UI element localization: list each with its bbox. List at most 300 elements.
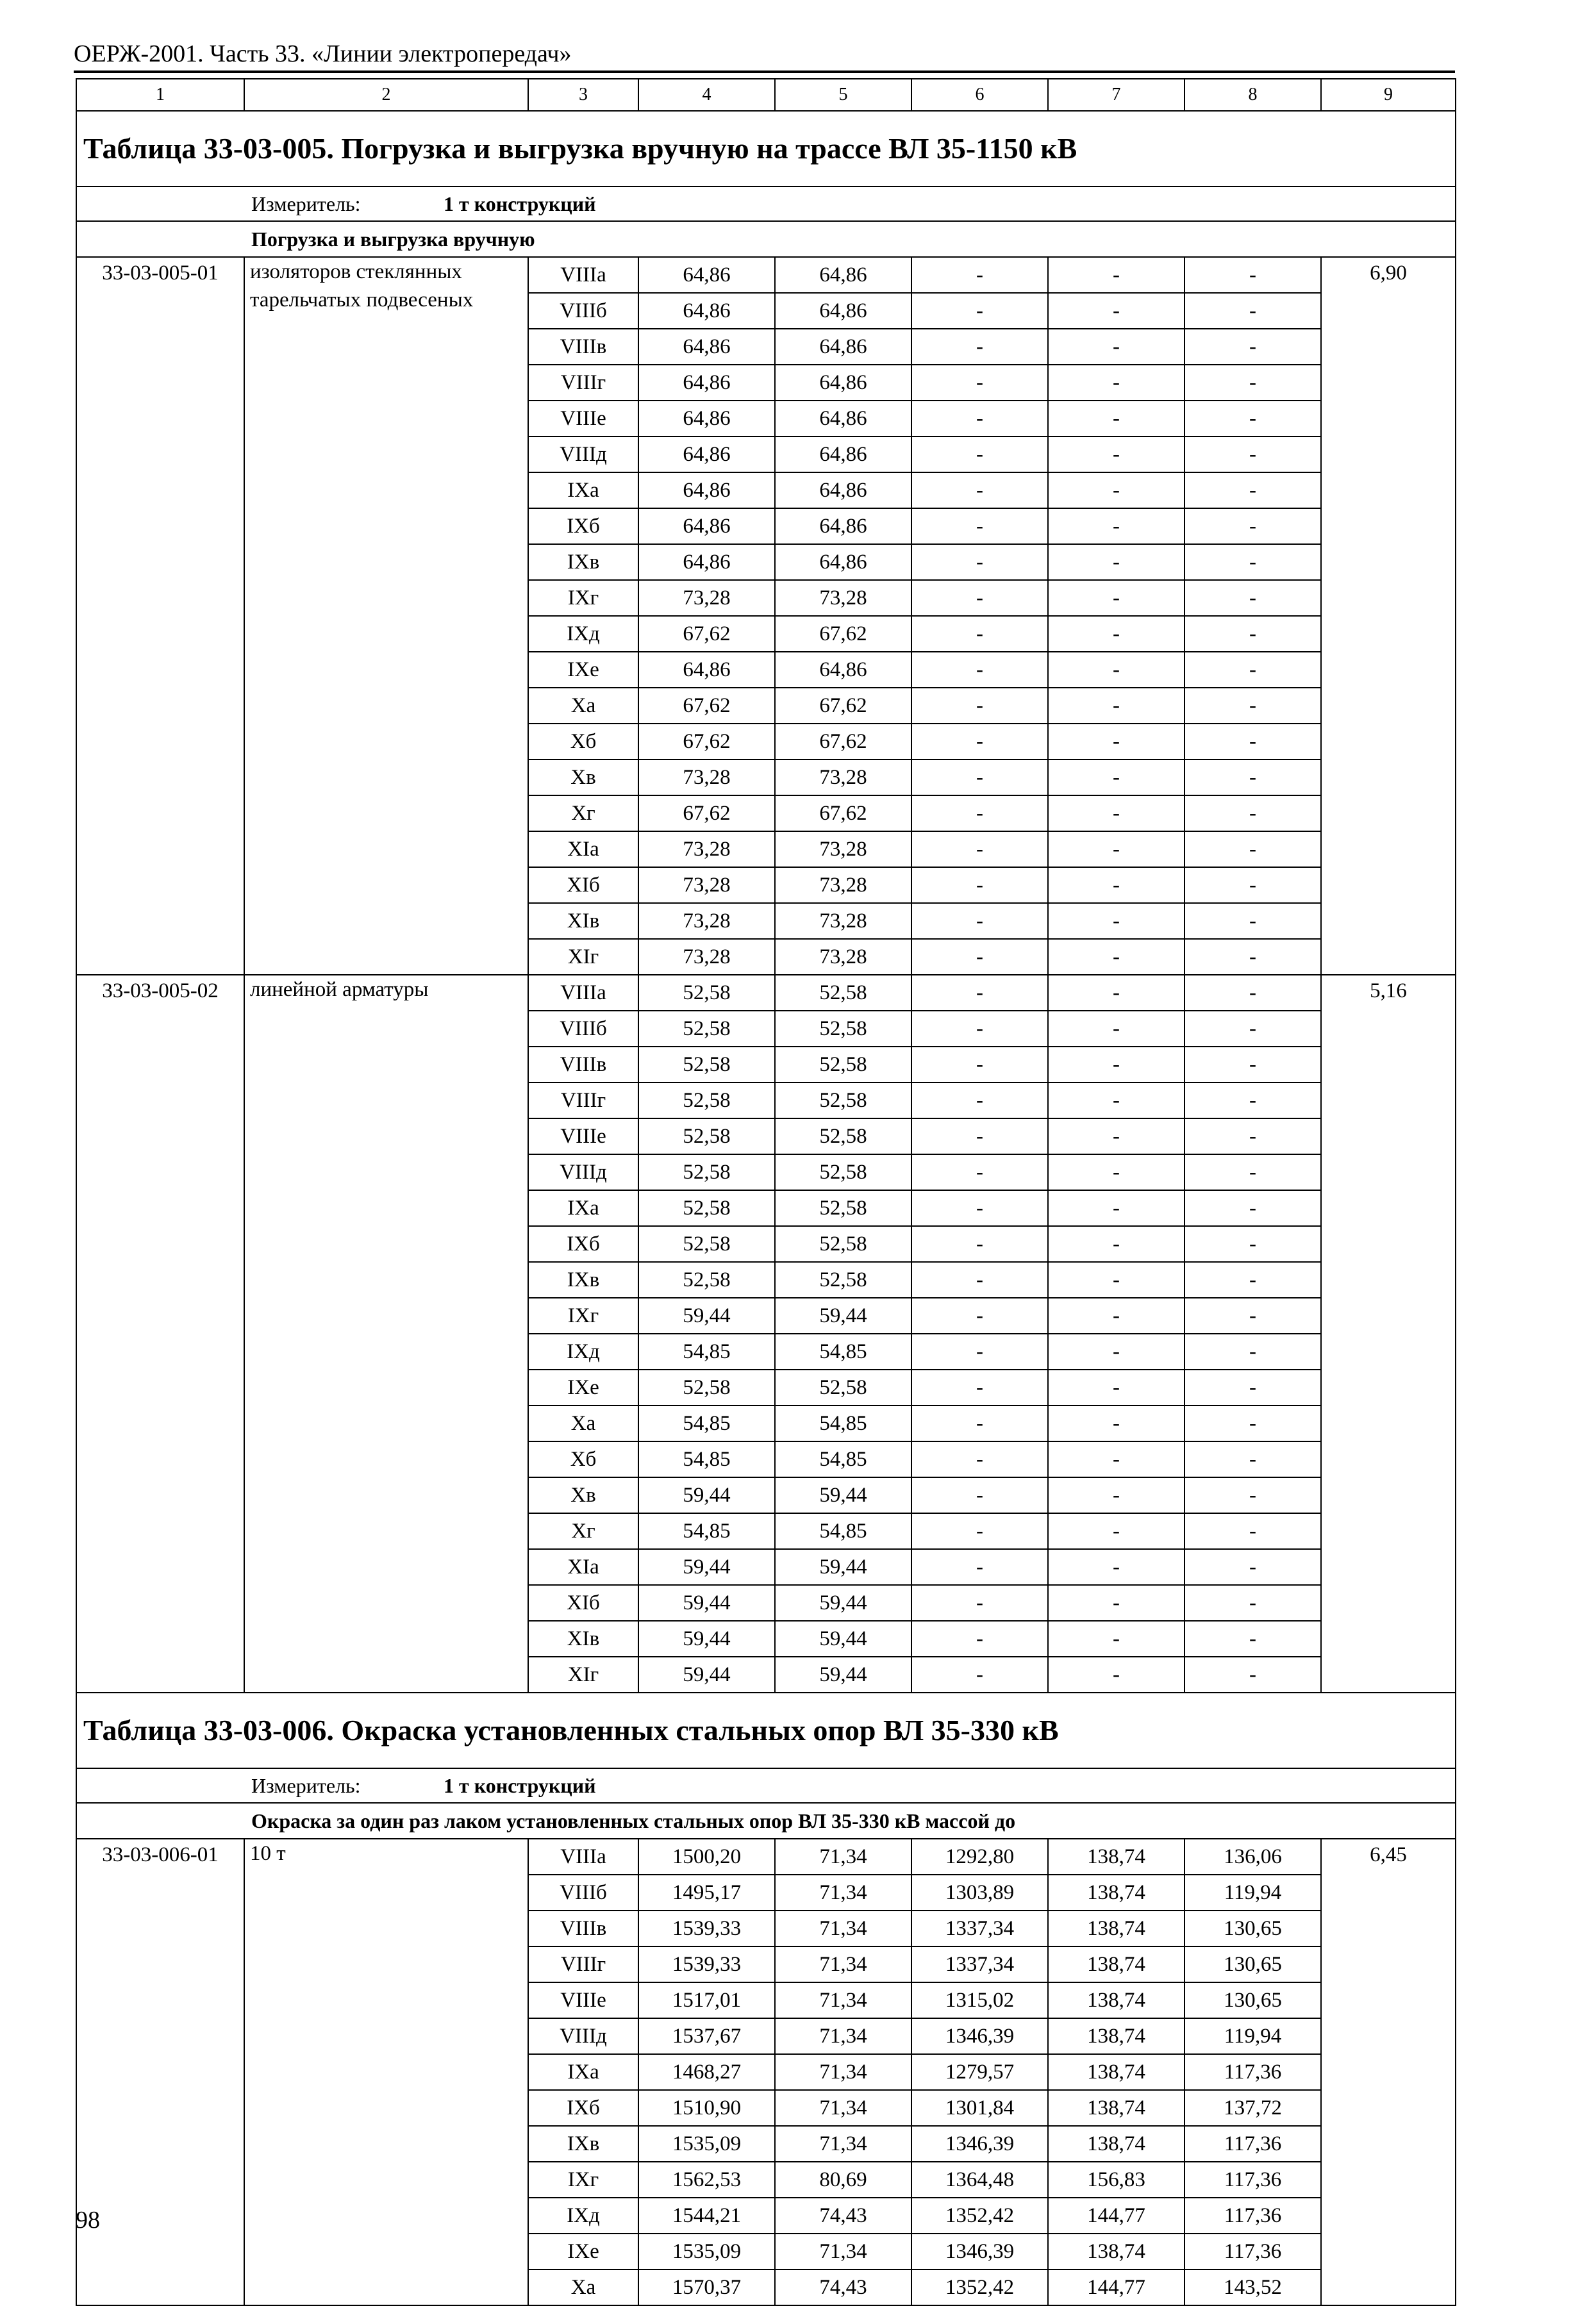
table-cell: - bbox=[1048, 1226, 1185, 1262]
table-cell: - bbox=[1185, 293, 1321, 329]
table-cell: - bbox=[1185, 1154, 1321, 1190]
table-cell: - bbox=[1185, 580, 1321, 616]
table-cell: 71,34 bbox=[775, 1911, 911, 1946]
table-cell: IXе bbox=[528, 2234, 638, 2269]
table-cell: 52,58 bbox=[638, 1370, 775, 1406]
table-row bbox=[76, 1839, 1456, 1875]
table-cell: 67,62 bbox=[638, 724, 775, 759]
table-cell: IXд bbox=[528, 1334, 638, 1370]
meter-value: 1 т конструкций bbox=[444, 192, 596, 215]
table-cell: 52,58 bbox=[638, 1082, 775, 1118]
table-cell: - bbox=[911, 1621, 1048, 1657]
table-cell: 64,86 bbox=[638, 365, 775, 401]
table-cell: 1346,39 bbox=[911, 2126, 1048, 2162]
table-cell: 138,74 bbox=[1048, 1946, 1185, 1982]
table-cell: 59,44 bbox=[775, 1657, 911, 1693]
table-cell: - bbox=[911, 724, 1048, 759]
table-cell: 1570,37 bbox=[638, 2269, 775, 2305]
table-cell: 1292,80 bbox=[911, 1839, 1048, 1875]
table-cell: - bbox=[1048, 939, 1185, 975]
table-cell: - bbox=[1048, 831, 1185, 867]
table-cell: - bbox=[911, 1154, 1048, 1190]
table-cell: 74,43 bbox=[775, 2198, 911, 2234]
table-cell: IXг bbox=[528, 2162, 638, 2198]
table-cell: 1301,84 bbox=[911, 2090, 1048, 2126]
table-cell: - bbox=[911, 795, 1048, 831]
table-title-row bbox=[76, 111, 1456, 187]
table-cell: - bbox=[1048, 1154, 1185, 1190]
table-cell: 1517,01 bbox=[638, 1982, 775, 2018]
table-cell: - bbox=[1048, 1118, 1185, 1154]
table-cell: - bbox=[911, 903, 1048, 939]
table-cell: - bbox=[1048, 975, 1185, 1011]
table-cell: 59,44 bbox=[638, 1298, 775, 1334]
table-cell: - bbox=[1185, 831, 1321, 867]
table-cell: 1352,42 bbox=[911, 2198, 1048, 2234]
subsection-cell bbox=[76, 221, 1456, 257]
table-cell: - bbox=[911, 329, 1048, 365]
table-cell: 1500,20 bbox=[638, 1839, 775, 1875]
table-cell: VIIIа bbox=[528, 975, 638, 1011]
table-cell: - bbox=[1048, 688, 1185, 724]
table-cell: 64,86 bbox=[638, 257, 775, 293]
table-cell: 67,62 bbox=[638, 688, 775, 724]
table-cell: 138,74 bbox=[1048, 1982, 1185, 2018]
table-cell: 1468,27 bbox=[638, 2054, 775, 2090]
table-cell: 64,86 bbox=[775, 544, 911, 580]
table-cell: 64,86 bbox=[775, 652, 911, 688]
table-cell: - bbox=[1048, 1262, 1185, 1298]
table-cell: - bbox=[1185, 1334, 1321, 1370]
table-row bbox=[76, 975, 1456, 1011]
column-number: 9 bbox=[1321, 79, 1456, 111]
table-cell: 71,34 bbox=[775, 2234, 911, 2269]
table-cell: - bbox=[1048, 1621, 1185, 1657]
column-number: 7 bbox=[1048, 79, 1185, 111]
table-cell: 59,44 bbox=[638, 1585, 775, 1621]
table-cell: 64,86 bbox=[775, 401, 911, 436]
table-cell: 1337,34 bbox=[911, 1946, 1048, 1982]
table-cell: 73,28 bbox=[775, 903, 911, 939]
header-rule bbox=[74, 71, 1455, 73]
table-cell: - bbox=[1185, 759, 1321, 795]
table-cell: 73,28 bbox=[638, 580, 775, 616]
meter-label: Измеритель: bbox=[251, 1774, 361, 1797]
table-cell: - bbox=[1048, 544, 1185, 580]
table-cell: 64,86 bbox=[638, 652, 775, 688]
table-cell: - bbox=[911, 1549, 1048, 1585]
table-cell: - bbox=[911, 401, 1048, 436]
table-cell: VIIIб bbox=[528, 1875, 638, 1911]
table-cell: 54,85 bbox=[638, 1406, 775, 1441]
table-cell: - bbox=[1048, 867, 1185, 903]
table-cell: - bbox=[1048, 365, 1185, 401]
table-cell: 71,34 bbox=[775, 1982, 911, 2018]
table-cell: IXв bbox=[528, 1262, 638, 1298]
table-cell: 59,44 bbox=[638, 1477, 775, 1513]
table-cell: - bbox=[1048, 1406, 1185, 1441]
table-cell: 52,58 bbox=[638, 1118, 775, 1154]
table-cell: 1364,48 bbox=[911, 2162, 1048, 2198]
table-cell: - bbox=[1048, 472, 1185, 508]
table-cell: VIIIе bbox=[528, 401, 638, 436]
table-cell: - bbox=[1185, 1513, 1321, 1549]
table-cell: 117,36 bbox=[1185, 2234, 1321, 2269]
table-cell: Xа bbox=[528, 688, 638, 724]
table-cell: VIIIд bbox=[528, 436, 638, 472]
table-cell: - bbox=[1185, 1621, 1321, 1657]
table-cell: VIIIб bbox=[528, 1011, 638, 1047]
table-cell: 73,28 bbox=[775, 867, 911, 903]
column-number-row bbox=[76, 79, 1456, 111]
table-cell: 64,86 bbox=[638, 329, 775, 365]
table-cell: 64,86 bbox=[775, 257, 911, 293]
table-cell: 52,58 bbox=[638, 1262, 775, 1298]
table-cell: 1535,09 bbox=[638, 2234, 775, 2269]
table-cell: VIIIб bbox=[528, 293, 638, 329]
table-cell: - bbox=[911, 1118, 1048, 1154]
table-cell: - bbox=[911, 1477, 1048, 1513]
table-cell: - bbox=[1048, 1190, 1185, 1226]
table-cell: 73,28 bbox=[638, 831, 775, 867]
table-cell: VIIIа bbox=[528, 1839, 638, 1875]
item-code: 33-03-005-02 bbox=[76, 975, 244, 1693]
table-cell: - bbox=[1185, 401, 1321, 436]
table-cell: - bbox=[911, 1226, 1048, 1262]
table-cell: 1535,09 bbox=[638, 2126, 775, 2162]
table-cell: XIа bbox=[528, 1549, 638, 1585]
table-cell: 54,85 bbox=[775, 1441, 911, 1477]
item-last-value: 6,90 bbox=[1321, 257, 1456, 975]
table-cell: XIв bbox=[528, 903, 638, 939]
item-last-value: 6,45 bbox=[1321, 1839, 1456, 2305]
table-cell: - bbox=[911, 1082, 1048, 1118]
table-cell: XIб bbox=[528, 867, 638, 903]
table-title-row bbox=[76, 1693, 1456, 1768]
table-cell: - bbox=[911, 1406, 1048, 1441]
table-cell: - bbox=[1185, 1298, 1321, 1334]
table-cell: - bbox=[1185, 688, 1321, 724]
table-cell: - bbox=[911, 293, 1048, 329]
table-cell: 71,34 bbox=[775, 1839, 911, 1875]
table-cell: 67,62 bbox=[638, 795, 775, 831]
table-cell: 64,86 bbox=[638, 436, 775, 472]
table-cell: IXе bbox=[528, 652, 638, 688]
item-name: изоляторов стеклянных тарельчатых подвесеных bbox=[244, 257, 528, 975]
table-cell: - bbox=[911, 688, 1048, 724]
table-cell: - bbox=[911, 652, 1048, 688]
table-cell: 1303,89 bbox=[911, 1875, 1048, 1911]
table-cell: - bbox=[911, 1190, 1048, 1226]
table-cell: Xб bbox=[528, 1441, 638, 1477]
table-cell: - bbox=[1185, 1441, 1321, 1477]
table-cell: 52,58 bbox=[775, 1082, 911, 1118]
table-cell: - bbox=[1185, 795, 1321, 831]
column-number: 2 bbox=[244, 79, 528, 111]
table-cell: - bbox=[1185, 1262, 1321, 1298]
table-cell: - bbox=[1048, 1441, 1185, 1477]
meter-row bbox=[76, 187, 1456, 221]
subsection-cell bbox=[76, 1803, 1456, 1839]
table-cell: 73,28 bbox=[638, 939, 775, 975]
table-cell: 71,34 bbox=[775, 1875, 911, 1911]
table-cell: XIг bbox=[528, 1657, 638, 1693]
table-cell: 52,58 bbox=[638, 1011, 775, 1047]
table-cell: 67,62 bbox=[638, 616, 775, 652]
table-cell: XIа bbox=[528, 831, 638, 867]
table-cell: Xб bbox=[528, 724, 638, 759]
table-cell: IXд bbox=[528, 2198, 638, 2234]
table-cell: IXа bbox=[528, 1190, 638, 1226]
table-cell: - bbox=[1185, 544, 1321, 580]
table-cell: - bbox=[1185, 616, 1321, 652]
table-cell: 130,65 bbox=[1185, 1911, 1321, 1946]
table-cell: IXб bbox=[528, 1226, 638, 1262]
meter-cell bbox=[76, 1768, 1456, 1803]
table-cell: 1352,42 bbox=[911, 2269, 1048, 2305]
subsection-title: Окраска за один раз лаком установленных стальных опор ВЛ 35-330 кВ массой до bbox=[251, 1809, 1016, 1832]
subsection-row bbox=[76, 221, 1456, 257]
table-cell: - bbox=[1048, 508, 1185, 544]
table-cell: 73,28 bbox=[638, 759, 775, 795]
table-cell: - bbox=[1048, 759, 1185, 795]
table-cell: 59,44 bbox=[775, 1621, 911, 1657]
table-cell: 117,36 bbox=[1185, 2162, 1321, 2198]
table-cell: 1544,21 bbox=[638, 2198, 775, 2234]
column-number: 4 bbox=[638, 79, 775, 111]
table-cell: 64,86 bbox=[638, 508, 775, 544]
table-cell: - bbox=[1185, 1657, 1321, 1693]
table-cell: 71,34 bbox=[775, 1946, 911, 1982]
table-cell: 52,58 bbox=[638, 1154, 775, 1190]
table-cell: 52,58 bbox=[775, 1370, 911, 1406]
table-cell: VIIIд bbox=[528, 2018, 638, 2054]
table-cell: 119,94 bbox=[1185, 2018, 1321, 2054]
table-cell: 138,74 bbox=[1048, 2234, 1185, 2269]
table-cell: 143,52 bbox=[1185, 2269, 1321, 2305]
meter-row bbox=[76, 1768, 1456, 1803]
table-cell: 67,62 bbox=[775, 688, 911, 724]
table-cell: 73,28 bbox=[775, 580, 911, 616]
table-cell: IXв bbox=[528, 544, 638, 580]
table-cell: - bbox=[1185, 257, 1321, 293]
table-cell: 71,34 bbox=[775, 2126, 911, 2162]
table-cell: 71,34 bbox=[775, 2018, 911, 2054]
table-cell: - bbox=[911, 1011, 1048, 1047]
table-cell: - bbox=[1185, 436, 1321, 472]
table-cell: - bbox=[1048, 1082, 1185, 1118]
table-cell: VIIIг bbox=[528, 1082, 638, 1118]
table-cell: - bbox=[911, 365, 1048, 401]
table-cell: 64,86 bbox=[775, 329, 911, 365]
table-cell: 52,58 bbox=[638, 1190, 775, 1226]
table-cell: 156,83 bbox=[1048, 2162, 1185, 2198]
table-cell: - bbox=[1048, 724, 1185, 759]
table-cell: - bbox=[1048, 1477, 1185, 1513]
table-cell: - bbox=[1185, 1370, 1321, 1406]
table-cell: - bbox=[911, 616, 1048, 652]
table-cell: - bbox=[1048, 1513, 1185, 1549]
table-cell: - bbox=[1185, 508, 1321, 544]
table-cell: 59,44 bbox=[638, 1621, 775, 1657]
table-title: Таблица 33-03-005. Погрузка и выгрузка вручную на трассе ВЛ 35-1150 кВ bbox=[76, 111, 1456, 187]
table-cell: 138,74 bbox=[1048, 1911, 1185, 1946]
table-cell: - bbox=[911, 867, 1048, 903]
table-cell: - bbox=[1048, 1585, 1185, 1621]
rates-table-body bbox=[76, 79, 1456, 2305]
table-cell: 73,28 bbox=[775, 939, 911, 975]
table-cell: 130,65 bbox=[1185, 1946, 1321, 1982]
table-cell: VIIIв bbox=[528, 1047, 638, 1082]
table-cell: Xа bbox=[528, 1406, 638, 1441]
table-cell: 54,85 bbox=[775, 1513, 911, 1549]
table-cell: - bbox=[1048, 1047, 1185, 1082]
table-cell: 67,62 bbox=[775, 724, 911, 759]
table-cell: - bbox=[1048, 652, 1185, 688]
table-cell: 74,43 bbox=[775, 2269, 911, 2305]
table-cell: 59,44 bbox=[638, 1549, 775, 1585]
table-cell: 52,58 bbox=[775, 1262, 911, 1298]
table-cell: 119,94 bbox=[1185, 1875, 1321, 1911]
table-cell: - bbox=[1048, 616, 1185, 652]
table-cell: 52,58 bbox=[638, 1047, 775, 1082]
table-cell: - bbox=[911, 580, 1048, 616]
table-cell: 52,58 bbox=[638, 975, 775, 1011]
table-cell: 64,86 bbox=[775, 436, 911, 472]
table-cell: - bbox=[911, 1513, 1048, 1549]
table-cell: 117,36 bbox=[1185, 2054, 1321, 2090]
meter-label: Измеритель: bbox=[251, 192, 361, 215]
table-cell: - bbox=[1185, 1226, 1321, 1262]
table-cell: - bbox=[1185, 975, 1321, 1011]
table-cell: 52,58 bbox=[775, 1190, 911, 1226]
table-cell: - bbox=[911, 508, 1048, 544]
table-cell: - bbox=[911, 472, 1048, 508]
table-cell: 73,28 bbox=[638, 903, 775, 939]
table-cell: - bbox=[1048, 1370, 1185, 1406]
meter-value: 1 т конструкций bbox=[444, 1774, 596, 1797]
rates-table bbox=[76, 78, 1456, 2306]
column-number: 6 bbox=[911, 79, 1048, 111]
table-row bbox=[76, 257, 1456, 293]
table-cell: XIг bbox=[528, 939, 638, 975]
table-cell: 138,74 bbox=[1048, 2018, 1185, 2054]
table-cell: 67,62 bbox=[775, 616, 911, 652]
table-cell: - bbox=[911, 975, 1048, 1011]
table-cell: - bbox=[1185, 652, 1321, 688]
item-last-value: 5,16 bbox=[1321, 975, 1456, 1693]
table-cell: 73,28 bbox=[638, 867, 775, 903]
table-cell: 67,62 bbox=[775, 795, 911, 831]
table-cell: 1346,39 bbox=[911, 2234, 1048, 2269]
column-number: 5 bbox=[775, 79, 911, 111]
table-cell: 138,74 bbox=[1048, 2090, 1185, 2126]
table-cell: - bbox=[911, 257, 1048, 293]
table-cell: 138,74 bbox=[1048, 2054, 1185, 2090]
table-cell: IXд bbox=[528, 616, 638, 652]
table-cell: 1539,33 bbox=[638, 1946, 775, 1982]
table-cell: - bbox=[1185, 1406, 1321, 1441]
table-cell: - bbox=[911, 1334, 1048, 1370]
table-cell: - bbox=[1185, 365, 1321, 401]
table-cell: 52,58 bbox=[775, 1118, 911, 1154]
table-cell: 54,85 bbox=[638, 1441, 775, 1477]
table-cell: - bbox=[1185, 1477, 1321, 1513]
table-cell: VIIIа bbox=[528, 257, 638, 293]
table-cell: Xг bbox=[528, 795, 638, 831]
table-cell: 54,85 bbox=[638, 1513, 775, 1549]
table-cell: - bbox=[1048, 1011, 1185, 1047]
table-cell: IXг bbox=[528, 1298, 638, 1334]
item-code: 33-03-005-01 bbox=[76, 257, 244, 975]
table-cell: - bbox=[911, 1298, 1048, 1334]
table-cell: XIв bbox=[528, 1621, 638, 1657]
table-cell: - bbox=[911, 939, 1048, 975]
table-cell: - bbox=[1048, 1298, 1185, 1334]
table-cell: - bbox=[1185, 1047, 1321, 1082]
table-cell: - bbox=[1048, 580, 1185, 616]
table-cell: 64,86 bbox=[638, 472, 775, 508]
meter-cell bbox=[76, 187, 1456, 221]
table-cell: 52,58 bbox=[775, 1226, 911, 1262]
table-cell: 64,86 bbox=[775, 365, 911, 401]
subsection-title: Погрузка и выгрузка вручную bbox=[251, 228, 535, 251]
table-cell: 80,69 bbox=[775, 2162, 911, 2198]
page-number: 98 bbox=[76, 2207, 100, 2234]
table-cell: 64,86 bbox=[775, 472, 911, 508]
table-cell: - bbox=[911, 1262, 1048, 1298]
table-cell: 64,86 bbox=[775, 508, 911, 544]
item-code: 33-03-006-01 bbox=[76, 1839, 244, 2305]
table-cell: - bbox=[1185, 1190, 1321, 1226]
table-cell: Xа bbox=[528, 2269, 638, 2305]
table-cell: 52,58 bbox=[775, 975, 911, 1011]
table-cell: - bbox=[1185, 1549, 1321, 1585]
table-cell: IXа bbox=[528, 2054, 638, 2090]
table-cell: IXв bbox=[528, 2126, 638, 2162]
table-cell: - bbox=[1048, 795, 1185, 831]
table-cell: 144,77 bbox=[1048, 2198, 1185, 2234]
table-cell: 1346,39 bbox=[911, 2018, 1048, 2054]
table-cell: VIIIг bbox=[528, 365, 638, 401]
table-cell: 1562,53 bbox=[638, 2162, 775, 2198]
table-cell: - bbox=[1185, 329, 1321, 365]
table-cell: 138,74 bbox=[1048, 1839, 1185, 1875]
table-cell: Xв bbox=[528, 759, 638, 795]
table-cell: - bbox=[911, 831, 1048, 867]
column-number: 3 bbox=[528, 79, 638, 111]
table-cell: - bbox=[1048, 1334, 1185, 1370]
table-cell: VIIIе bbox=[528, 1982, 638, 2018]
table-cell: 71,34 bbox=[775, 2054, 911, 2090]
table-cell: - bbox=[911, 1657, 1048, 1693]
table-cell: VIIIв bbox=[528, 1911, 638, 1946]
table-cell: IXб bbox=[528, 508, 638, 544]
table-cell: 1337,34 bbox=[911, 1911, 1048, 1946]
table-cell: IXг bbox=[528, 580, 638, 616]
table-cell: - bbox=[1185, 1011, 1321, 1047]
table-cell: 64,86 bbox=[638, 401, 775, 436]
table-cell: - bbox=[1185, 867, 1321, 903]
table-cell: - bbox=[1048, 1657, 1185, 1693]
table-cell: - bbox=[1185, 1118, 1321, 1154]
table-cell: - bbox=[1048, 401, 1185, 436]
table-cell: 144,77 bbox=[1048, 2269, 1185, 2305]
table-cell: - bbox=[911, 759, 1048, 795]
table-cell: 130,65 bbox=[1185, 1982, 1321, 2018]
item-name: линейной арматуры bbox=[244, 975, 528, 1693]
table-cell: 52,58 bbox=[775, 1047, 911, 1082]
